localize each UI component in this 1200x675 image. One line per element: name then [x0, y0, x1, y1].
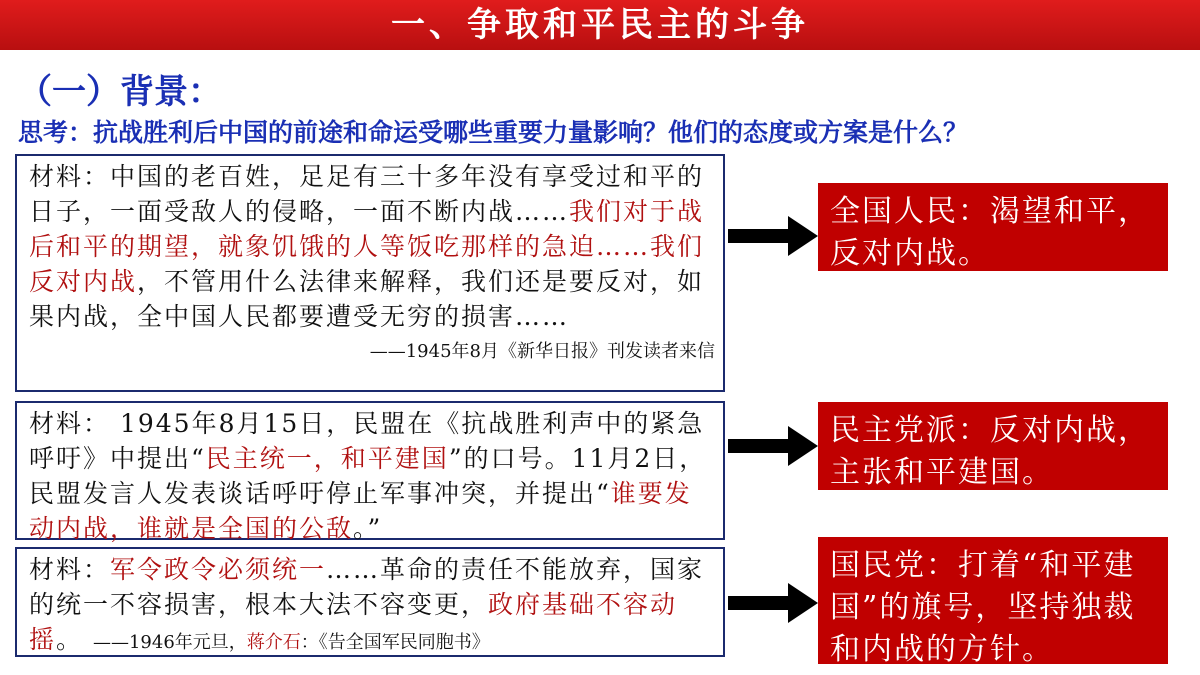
material-text: 材料：军令政令必须统一……革命的责任不能放弃，国家的统一不容损害，根本大法不容变更，政府基础不容动摇。 ——1946年元旦，蒋介石：《告全国军民同胞书》 [29, 555, 705, 654]
title-banner [0, 0, 1200, 50]
right-arrow-icon [728, 426, 818, 466]
right-arrow-icon [728, 216, 818, 256]
material-box-kmt [15, 547, 725, 657]
outcome-box-democratic-parties: 民主党派：反对内战，主张和平建国。 [818, 402, 1168, 490]
guiding-question: 思考：抗战胜利后中国的前途和命运受哪些重要力量影响？他们的态度或方案是什么？ [18, 118, 969, 147]
material-text: 材料：中国的老百姓，足足有三十多年没有享受过和平的日子，一面受敌人的侵略，一面不断内战……我们对于战后和平的期望，就象饥饿的人等饭吃那样的急迫……我们反对内战，不管用什么法律来解释，我们还是要反对，如果内战，全中国人民都要遭受无穷的损害…… [29, 162, 705, 331]
highlighted-quote: 军令政令必须统一 [110, 555, 327, 584]
material-source: ——1945年8月《新华日报》刊发读者来信 [369, 341, 715, 362]
highlighted-slogan: 民主统一，和平建国 [205, 444, 449, 473]
material-text: 材料： 1945年8月15日，民盟在《抗战胜利声中的紧急呼吁》中提出“民主统一，和平建国”的口号。11月2日，民盟发言人发表谈话呼吁停止军事冲突，并提出“谁要发动内战，谁就是全国的公敌。” [29, 409, 707, 543]
highlighted-slogan: 谁要发动内战，谁就是全国的公敌 [29, 479, 692, 543]
page-title: 一、争取和平民主的斗争 [391, 5, 809, 45]
outcome-box-kmt: 国民党：打着“和平建国”的旗号，坚持独裁和内战的方针。 [818, 537, 1168, 664]
section-heading: （一）背景： [18, 72, 222, 112]
material-box-people [15, 154, 725, 392]
right-arrow-icon [728, 583, 818, 623]
material-box-democratic-league [15, 401, 725, 543]
outcome-box-people: 全国人民：渴望和平，反对内战。 [818, 183, 1168, 271]
highlighted-quote: 我们对于战后和平的期望，就象饥饿的人等饭吃那样的急迫……我们反对内战 [29, 197, 705, 296]
material-source: ——1946年元旦，蒋介石：《告全国军民同胞书》 [92, 632, 490, 653]
highlighted-quote: 政府基础不容动摇 [29, 590, 678, 654]
